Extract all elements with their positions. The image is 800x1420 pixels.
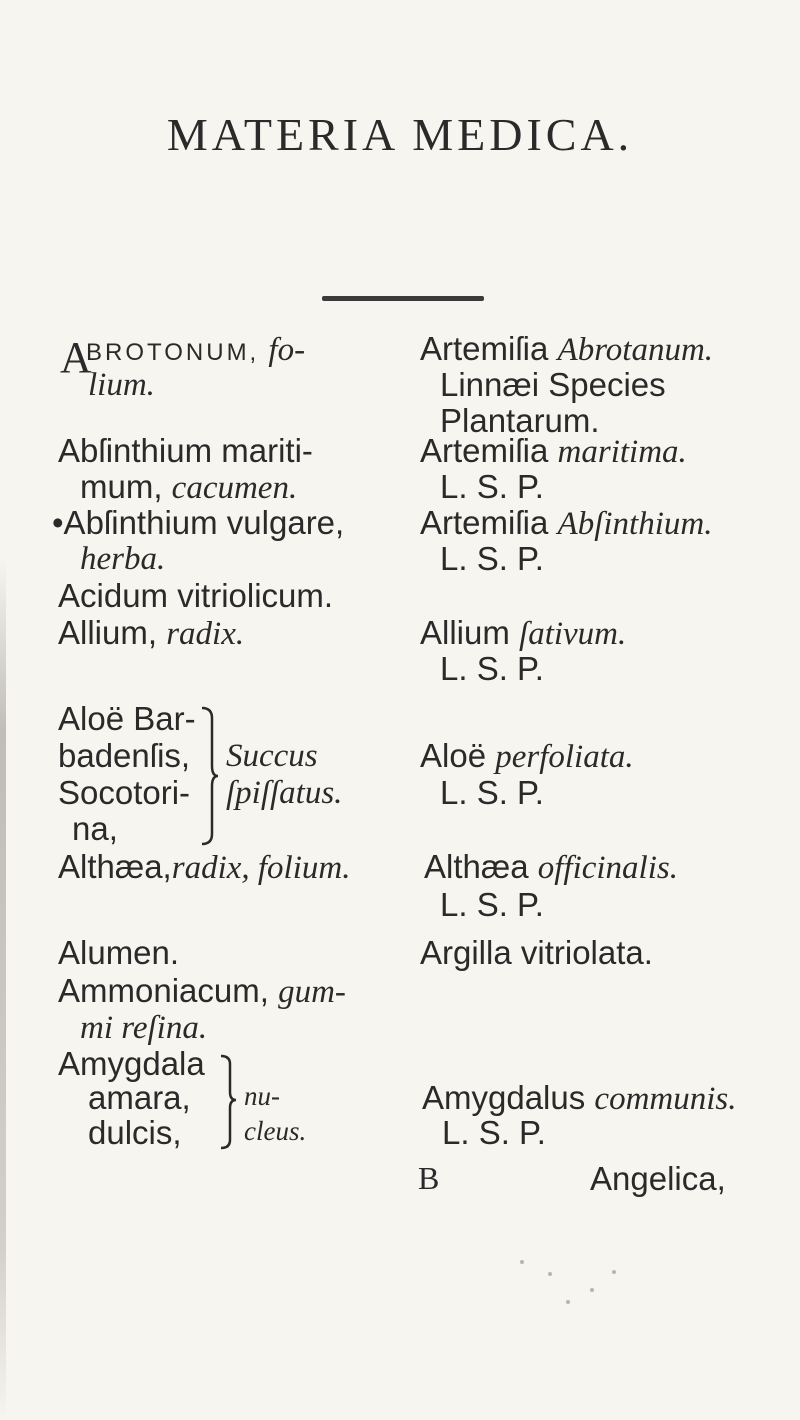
synonym-genus: Althæa	[424, 848, 529, 885]
entry-althaea	[58, 848, 350, 887]
synonym-reference: Linnæi Species	[440, 366, 666, 403]
synonym-species: maritima.	[557, 434, 687, 470]
synonym-genus: Artemiſia	[420, 330, 549, 367]
synonym-allium	[420, 614, 626, 653]
entry-part: gum-	[278, 974, 346, 1010]
entry-ammoniacum	[58, 972, 346, 1011]
page-title: MATERIA MEDICA.	[166, 109, 634, 160]
synonym-genus: Artemiſia	[420, 432, 549, 469]
entry-part: radix, folium.	[171, 850, 351, 886]
amygdala-nucleus-b: cleus.	[244, 1116, 307, 1146]
entry-part: lium.	[88, 367, 155, 403]
synonym-abbrev: L. S. P.	[442, 1114, 546, 1151]
synonym-abbrev: L. S. P.	[440, 468, 544, 505]
catchword: Angelica,	[590, 1160, 726, 1197]
aloe-spissatus: ſpiſſatus.	[226, 775, 343, 811]
amygdala-nucleus-a: nu-	[244, 1081, 280, 1111]
entry-amygdala: Amygdala	[58, 1045, 205, 1082]
entry-aloe-line2: badenſis,	[58, 737, 191, 774]
synonym-amygdalus	[422, 1079, 737, 1118]
ink-speck	[612, 1270, 616, 1274]
synonym-althaea	[424, 848, 678, 887]
synonym-reference: Plantarum.	[440, 402, 600, 439]
entry-alumen: Alumen.	[58, 934, 180, 971]
signature-mark: B	[418, 1160, 440, 1196]
entry-absinthium-maritimum: Abſinthium mariti-	[58, 432, 313, 469]
synonym-species: communis.	[594, 1081, 737, 1117]
synonym-abbrev: L. S. P.	[440, 650, 544, 687]
entry-aloe-line4: na,	[72, 810, 118, 847]
synonym-species: Abrotanum.	[557, 332, 714, 368]
entry-aloe-line3: Socotori-	[58, 774, 191, 811]
entry-text: Ammoniacum,	[58, 972, 269, 1009]
synonym-absinthium	[420, 504, 712, 543]
synonym-species: Abſinthium.	[557, 506, 713, 542]
entry-part: mi reſina.	[80, 1010, 208, 1046]
entry-text: Allium,	[58, 614, 158, 651]
entry-part: cacumen.	[171, 470, 298, 506]
synonym-abbrev: L. S. P.	[440, 774, 544, 811]
synonym-maritima	[420, 432, 687, 471]
entry-part: radix.	[166, 616, 245, 652]
entry-part: herba.	[80, 541, 166, 577]
entry-acidum-vitriolicum: Acidum vitriolicum.	[58, 577, 334, 614]
bracket-brace	[198, 704, 220, 848]
bracket-brace	[218, 1052, 238, 1152]
ornamental-rule	[322, 296, 484, 301]
drop-cap: A	[60, 333, 92, 382]
entry-amygdala-dulcis: dulcis,	[88, 1114, 182, 1151]
synonym-species: officinalis.	[537, 850, 678, 886]
ink-speck	[520, 1260, 524, 1264]
entry-allium	[58, 614, 244, 653]
synonym-argilla: Argilla vitriolata.	[420, 934, 653, 971]
synonym-genus: Artemiſia	[420, 504, 549, 541]
entry-aloe-line1: Aloë Bar-	[58, 700, 196, 737]
entry-amygdala-amara: amara,	[88, 1079, 191, 1116]
synonym-genus: Aloë	[420, 737, 487, 774]
entry-text: mum,	[80, 468, 163, 505]
synonym-abbrev: L. S. P.	[440, 540, 544, 577]
entry-part: fo-	[268, 332, 306, 368]
entry-absinthium-vulgare: •Abſinthium vulgare,	[52, 504, 345, 541]
ink-speck	[548, 1272, 552, 1276]
synonym-abrotanum	[420, 330, 713, 369]
synonym-genus: Amygdalus	[422, 1079, 586, 1116]
aloe-succus: Succus	[226, 738, 318, 774]
entry-continuation	[80, 468, 297, 507]
page-edge-shadow	[0, 560, 6, 1420]
entry-headword: BROTONUM,	[86, 339, 260, 366]
ink-speck	[590, 1288, 594, 1292]
synonym-genus: Allium	[420, 614, 510, 651]
synonym-abbrev: L. S. P.	[440, 886, 544, 923]
entry-text: Althæa,	[58, 848, 172, 885]
synonym-species: ſativum.	[519, 616, 627, 652]
synonym-aloe	[420, 737, 634, 776]
synonym-species: perfoliata.	[495, 739, 634, 775]
ink-speck	[566, 1300, 570, 1304]
